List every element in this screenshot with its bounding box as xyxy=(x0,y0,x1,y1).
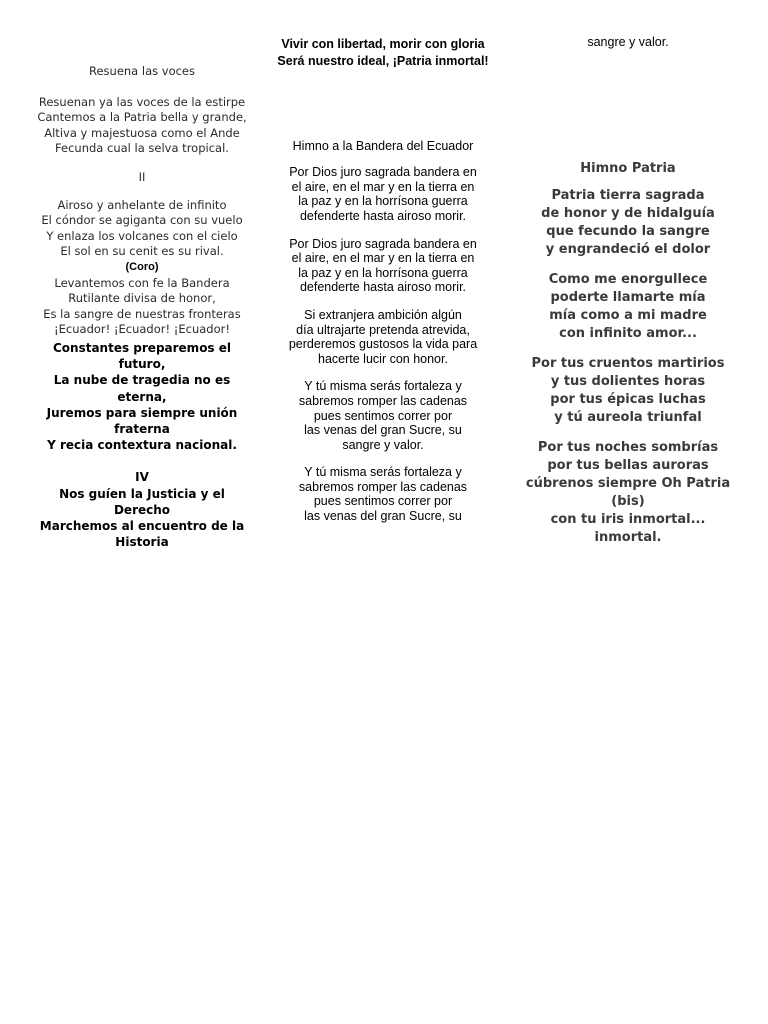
stanza-3 xyxy=(276,308,490,366)
verse-line: Constantes preparemos el futuro, xyxy=(52,340,232,372)
verse-line: con infinito amor... xyxy=(559,326,697,341)
stanza-2 xyxy=(520,271,736,343)
poem-title-himno-bandera: Himno a la Bandera del Ecuador xyxy=(292,139,474,154)
verse-line: Por Dios juro sagrada bandera en xyxy=(289,236,477,251)
column-right xyxy=(520,0,736,547)
stanza-1 xyxy=(276,165,490,223)
verse-line: ¡Ecuador! ¡Ecuador! ¡Ecuador! xyxy=(54,322,230,337)
verse-line: Patria tierra sagrada xyxy=(551,188,705,203)
chorus-label: (Coro) xyxy=(125,260,159,273)
verse-line: pues sentimos correr por xyxy=(313,408,453,423)
verse-line: Como me enorgullece xyxy=(548,272,708,287)
verse-line: la paz y en la horrísona guerra xyxy=(298,265,468,280)
verse-line: cúbrenos siempre Oh Patria (bis) xyxy=(525,476,731,509)
verse-line: Levantemos con fe la Bandera xyxy=(54,275,230,290)
verse-line: sangre y valor. xyxy=(342,437,424,452)
verse-line: y tus dolientes horas xyxy=(550,374,706,389)
verse-line: hacerte lucir con honor. xyxy=(318,351,448,366)
verse-line: defenderte hasta airoso morir. xyxy=(299,280,467,295)
poem-title-resuena: Resuena las voces xyxy=(88,64,195,78)
verse-line: y tú aureola triunfal xyxy=(554,410,702,425)
verse-line: defenderte hasta airoso morir. xyxy=(299,208,467,223)
stanza-numeral-4: IV xyxy=(135,470,149,485)
stanza-4 xyxy=(36,469,248,550)
stanza-1 xyxy=(520,187,736,259)
verse-line: que fecundo la sangre xyxy=(546,224,710,239)
closing-verse xyxy=(276,36,490,69)
verse-line: las venas del gran Sucre, su xyxy=(304,423,462,438)
verse-line: El sol en su cenit es su rival. xyxy=(60,244,224,259)
verse-line: Es la sangre de nuestras fronteras xyxy=(43,306,241,321)
verse-line: La nube de tragedia no es eterna, xyxy=(53,373,231,404)
verse-line: y engrandeció el dolor xyxy=(545,242,711,257)
verse-line: mía como a mi madre xyxy=(549,308,707,323)
verse-line: el aire, en el mar y en la tierra en xyxy=(291,251,475,266)
verse-line: Juremos para siempre unión fraterna xyxy=(46,405,238,436)
stanza-5 xyxy=(276,465,490,523)
verse-line: las venas del gran Sucre, su xyxy=(304,509,462,524)
stanza-numeral-2: II xyxy=(138,169,146,184)
stanza-4 xyxy=(520,439,736,547)
verse-line: El cóndor se agiganta con su vuelo xyxy=(41,213,243,228)
verse-line: de honor y de hidalguía xyxy=(541,206,715,221)
verse-line: Si extranjera ambición algún xyxy=(304,307,462,322)
bold-stanza xyxy=(36,340,248,453)
verse-line: el aire, en el mar y en la tierra en xyxy=(291,179,475,194)
verse-line: Será nuestro ideal, ¡Patria inmortal! xyxy=(277,53,489,68)
column-left xyxy=(36,0,248,550)
verse-line: Y recia contextura nacional. xyxy=(47,438,237,453)
verse-line: sabremos romper las cadenas xyxy=(298,479,468,494)
verse-line: Airoso y anhelante de infinito xyxy=(57,197,227,212)
verse-line: Resuenan ya las voces de la estirpe xyxy=(38,94,246,109)
verse-line: Por tus noches sombrías xyxy=(537,440,719,455)
verse-line: por tus épicas luchas xyxy=(550,392,706,407)
verse-line: día ultrajarte pretenda atrevida, xyxy=(296,322,470,337)
verse-line: Y enlaza los volcanes con el cielo xyxy=(46,228,238,243)
stanza-3 xyxy=(520,355,736,427)
verse-line: poderte llamarte mía xyxy=(550,290,706,305)
verse-line: por tus bellas auroras xyxy=(547,458,709,473)
verse-line: Vivir con libertad, morir con gloria xyxy=(281,37,485,51)
verse-line: Y tú misma serás fortaleza y xyxy=(304,465,462,480)
verse-line: Marchemos al encuentro de la Historia xyxy=(39,518,245,550)
verse-line: Altiva y majestuosa como el Ande xyxy=(44,125,240,140)
verse-line: perderemos gustosos la vida para xyxy=(288,337,478,352)
verse-line: sabremos romper las cadenas xyxy=(298,393,468,408)
stanza-4 xyxy=(276,379,490,452)
verse-line: Por Dios juro sagrada bandera en xyxy=(289,165,477,180)
stanza-2 xyxy=(36,198,248,338)
stanza-1 xyxy=(36,95,248,157)
column-middle xyxy=(276,0,490,524)
verse-line: inmortal. xyxy=(594,530,662,545)
stanza-2 xyxy=(276,237,490,295)
verse-line: con tu iris inmortal... xyxy=(550,512,706,527)
continued-line: sangre y valor. xyxy=(587,35,669,49)
verse-line: Y tú misma serás fortaleza y xyxy=(304,379,462,394)
verse-line: Por tus cruentos martirios xyxy=(531,356,725,371)
verse-line: la paz y en la horrísona guerra xyxy=(298,194,468,209)
poem-title-himno-patria: Himno Patria xyxy=(580,161,676,176)
verse-line: pues sentimos correr por xyxy=(313,494,453,509)
verse-line: Nos guíen la Justicia y el Derecho xyxy=(59,486,225,517)
verse-line: Fecunda cual la selva tropical. xyxy=(55,141,229,156)
verse-line: Cantemos a la Patria bella y grande, xyxy=(37,110,247,125)
verse-line: Rutilante divisa de honor, xyxy=(68,291,216,306)
